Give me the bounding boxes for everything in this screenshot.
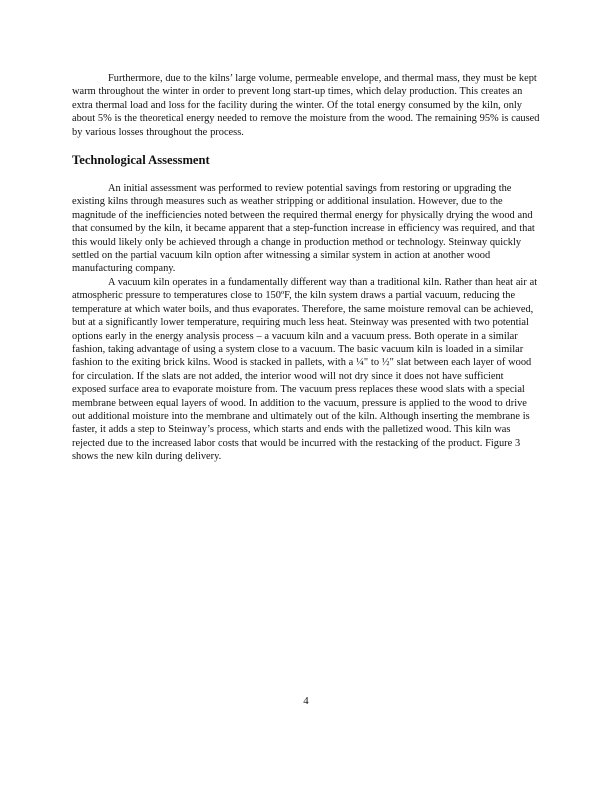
body-paragraph-vacuum-kiln: A vacuum kiln operates in a fundamentally different way than a traditional kiln. Rather than heat air at atmospheric pressure to temperatures close to 150ºF, the kiln system draws a partial vacuum, reducing the temperature at which water boils, and thus evaporates. Therefore, the same moisture removal can be achieved, but at a significantly lower temperature, requiring much less heat. Steinway was presented with two potential options early in the energy analysis process – a vacuum kiln and a vacuum press. Both operate in a similar fashion, taking advantage of using a system close to a vacuum. The basic vacuum kiln is loaded in a similar fashion to the exiting brick kilns. Wood is stacked in pallets, with a ¼" to ½" slat between each layer of wood for circulation. If the slats are not added, the interior wood will not dry since it does not have sufficient exposed surface area to evaporate moisture from. The vacuum press replaces these wood slats with a special membrane between equal layers of wood. In addition to the vacuum, pressure is applied to the wood to drive out additional moisture into the membrane and ultimately out of the kiln. Although inserting the membrane is faster, it adds a step to Steinway’s process, which starts and ends with the palletized wood. This kiln was rejected due to the increased labor costs that would be incurred with the restacking of the product. Figure 3 shows the new kiln during delivery. xyxy=(72,276,538,463)
body-paragraph-kiln-winter-loss: Furthermore, due to the kilns’ large volume, permeable envelope, and thermal mass, they must be kept warm throughout the winter in order to prevent long start-up times, which delay production. This creates an extra thermal load and loss for the facility during the winter. Of the total energy consumed by the kiln, only about 5% is the theoretical energy needed to remove the moisture from the wood. The remaining 95% is caused by various losses throughout the process. xyxy=(72,73,540,138)
document-page xyxy=(72,72,540,464)
page-number: 4 xyxy=(303,695,309,707)
section-heading-technological-assessment: Technological Assessment xyxy=(72,153,210,168)
body-paragraph-initial-assessment: An initial assessment was performed to review potential savings from restoring or upgrading the existing kilns through measures such as weather stripping or additional insulation. However, due to the magnitude of the inefficiencies noted between the required thermal energy for physically drying the wood and that consumed by the kiln, it became apparent that a step-function increase in efficiency was required, and that this would likely only be achieved through a change in production method or technology. Steinway quickly settled on the partial vacuum kiln option after witnessing a similar system in action at another wood manufacturing company. xyxy=(72,183,535,275)
